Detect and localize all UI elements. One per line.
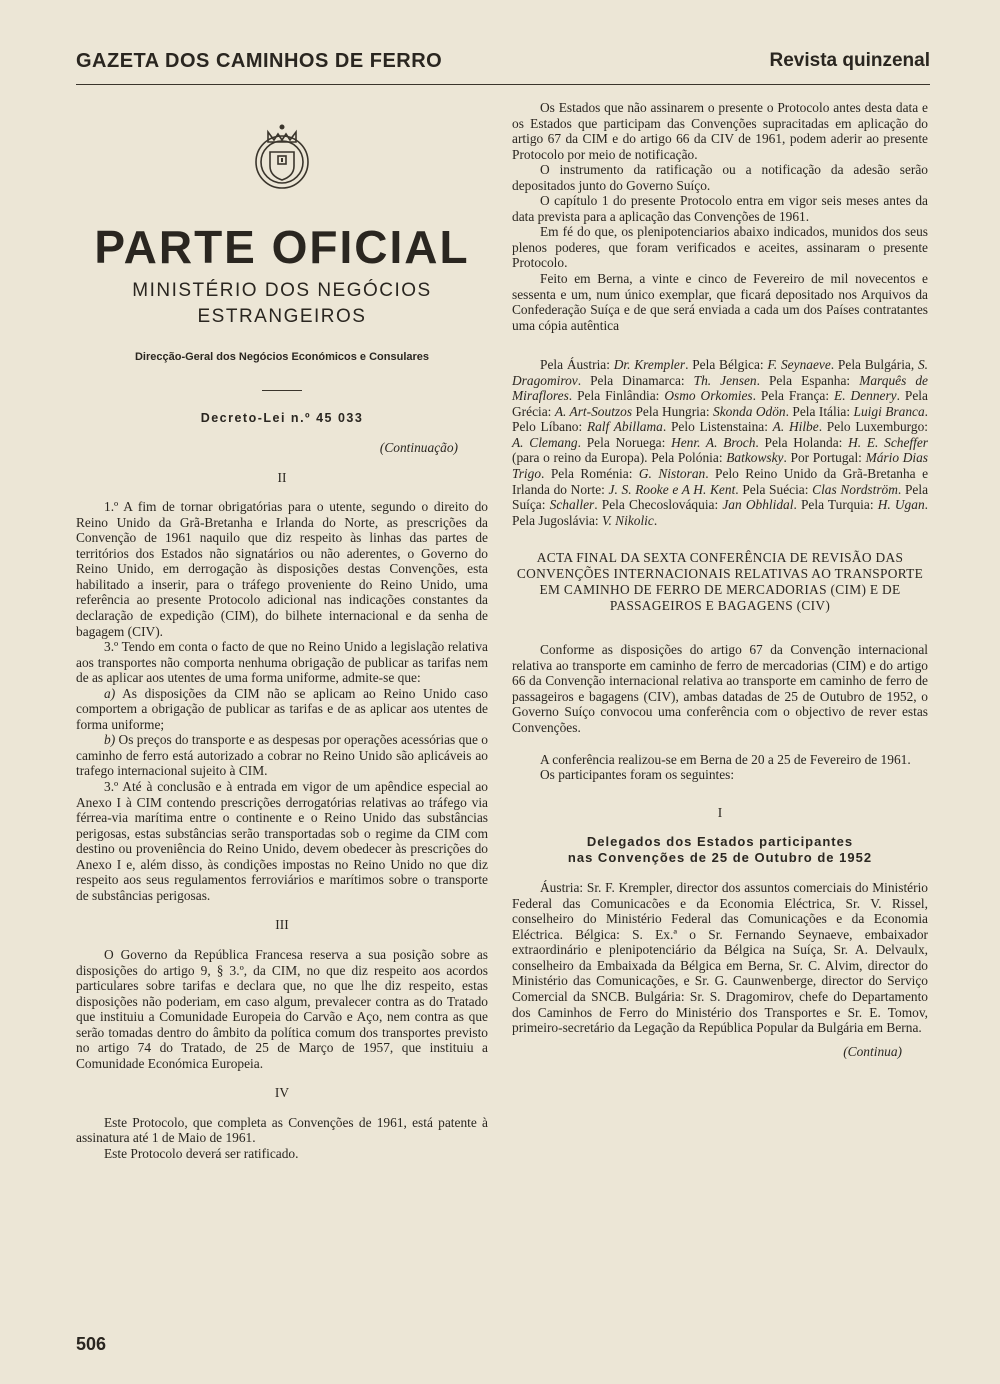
ministry-line-2: ESTRANGEIROS [197,306,367,327]
delegates-heading-line-1: Delegados dos Estados participantes [586,834,854,850]
signatory-suffix: . [897,481,905,497]
section-number: IV [274,1085,290,1101]
item-label: a) [104,685,116,701]
paragraph: Conforme as disposições do artigo 67 da Convenção internacional relativa ao transporte em caminho de ferro de mercadorias (CIM) e do artigo 66 da Convenção internacional relativa ao transporte em caminho de ferro de passageiros e bagagens (CIV), ambas datadas de 25 de Outubro de 1952, o Governo Suíço convocou uma conferência com o objectivo de rever estas Convenções. [512,642,928,735]
signatory-country: Pela Jugoslávia: [512,512,603,528]
paragraph: 3.º Tendo em conta o facto de que no Reino Unido a legislação relativa aos transportes não comporta nenhuma obrigação de publicar as tarifas nem de as aplicar aos utentes de uma forma uniforme, admite-se que: [76,639,488,686]
final-act-title: ACTA FINAL DA SEXTA CONFERÊNCIA DE REVISÃO DAS CONVENÇÕES INTERNACIONAIS RELATIVAS AO TRANSPORTE EM CAMINHO DE FERRO DE MERCADORIAS (CIM) E DE PASSAGEIROS E BAGAGENS (CIV) [516,550,924,614]
signatory-name: A. Hilbe [772,419,819,435]
right-column [512,100,928,1059]
signatory-suffix: . [577,434,587,450]
signatory-suffix: . [924,497,929,513]
signatory-country: Pelo Listenstaina: [670,419,773,435]
paragraph: Em fé do que, os plenipotenciarios abaixo indicados, munidos dos seus plenos poderes, que foram verificados e aceites, assinaram o presente Protocolo. [512,224,928,271]
paragraph: O Governo da República Francesa reserva a sua posição sobre as disposições do artigo 9, § 3.º, da CIM, no que diz respeito aos acordos particulares sobre tarifas e declara que, no que lhe diz respeito, estas disposições não poderiam, em caso algum, prevalecer contra as do Tratado que instituiu a Comunidade Europeia do Carvão e Aço, nem contra as que serão tomadas dentro do âmbito da política comum dos transportes previsto no artigo 74 do Tratado, de 25 de Março de 1957, que instituiu a Comunidade Económica Europeia. [76,946,488,1071]
signatory-name: J. S. Rooke e A H. Kent [608,481,736,497]
signatory-name: A. Clemang [512,434,578,450]
divider [262,390,302,391]
signatory-country: Pela Dinamarca: [590,372,694,388]
signatory-suffix: . [568,388,578,404]
section-number: I [717,804,723,820]
signatory-name: Skonda Odön [713,403,786,419]
signatory-suffix: . [541,466,551,482]
signatory-name: Schaller [549,497,595,513]
signatory-suffix: . [924,403,929,419]
section-heading: PARTE OFICIAL [94,221,470,273]
masthead [76,48,930,85]
continuation-note: (Continuação) [379,440,458,456]
paragraph: Áustria: Sr. F. Krempler, director dos assuntos comerciais do Ministério Federal das Comunicacões e da Economia Eléctrica, Sr. V. Rissel, conselheiro do Ministério Federal das Comunicações e da Economia Eléctrica. Bélgica: S. Ex.ª o Sr. Fernando Seynaeve, embaixador extraordinário e plenipotenciário da Bélgica na Suíça, Sr. A. Delvaulx, conselheiro da Embaixada da Bélgica em Berna, Sr. C. Alvim, director do Ministério das Comunicações, e Sr. G. Caunwenberge, director do Serviço Comercial da SNCB. Bulgária: Sr. S. Dragomirov, chefe do Departamento dos Caminhos de Ferro do Ministério dos Transportes e Sr. E. Tomov, primeiro-secretário da Legação da República Popular da Bulgária em Berna. [512,880,928,1036]
item-text: Os preços do transporte e as despesas por operações acessórias que o caminho de ferro está autorizado a cobrar no Reino Unido são aplicáveis ao trafego internacional sujeito à CIM. [76,732,488,779]
signatory-name: Henr. A. Broch [671,434,756,450]
signatory-suffix: . [653,512,658,528]
signatory-suffix: . [756,372,769,388]
signatory-name: V. Nikolic [602,512,654,528]
signatory-name: H. E. Scheffer [848,434,929,450]
signatory-country: Pela Hungria: [635,403,713,419]
signatory-suffix: . [755,434,765,450]
signatory-suffix: . [793,497,801,513]
signatory-suffix: . [783,450,791,466]
signatory-name: Jan Obhlidal [722,497,794,513]
journal-title: GAZETA DOS CAMINHOS DE FERRO [76,50,443,72]
paragraph: Os participantes foram os seguintes: [540,767,735,783]
ministry-line-1: MINISTÉRIO DOS NEGÓCIOS [132,280,432,301]
signatory-suffix: (para o reino da Europa). [512,450,652,466]
signatory-country: Pela Áustria: [540,357,614,373]
paragraph: Feito em Berna, a vinte e cinco de Fevereiro de mil novecentos e sessenta e um, num único exemplar, que ficará depositado nos Arquivos da Confederação Suíça e de que será enviada a cada um dos Países contratantes uma cópia autêntica [512,271,928,333]
signatory-name: S. Dragomirov [512,357,929,388]
paragraph: Este Protocolo deverá ser ratificado. [104,1145,299,1161]
page-number: 506 [76,1334,107,1354]
signatory-name: Osmo Orkomies [664,388,753,404]
ministry-name [76,278,488,330]
paragraph [76,732,488,779]
coat-of-arms-icon [76,100,488,218]
signatory-suffix: . [705,466,716,482]
paragraph: Este Protocolo, que completa as Convenções de 1961, está patente à assinatura até 1 de Maio de 1961. [76,1114,488,1146]
paragraph: Os Estados que não assinarem o presente o Protocolo antes desta data e os Estados que participam das Convenções supracitadas em aplicação do artigo 67 da CIM e do artigo 66 da CIV de 1961, podem aderir ao presente Protocolo por meio de notificação. [512,100,928,162]
signatory-name: Clas Nordström [812,481,898,497]
signatory-name: Batkowsky [726,450,784,466]
signatory-country: Pela Bélgica: [692,357,768,373]
signatory-name: E. Dennery [834,388,897,404]
signatory-suffix: . [735,481,743,497]
signatory-country: Pela Holanda: [764,434,849,450]
journal-subtitle: Revista quinzenal [769,50,930,71]
signatory-suffix: . [685,357,693,373]
paragraph: A conferência realizou-se em Berna de 20 a 25 de Fevereiro de 1961. [540,751,911,767]
delegates-heading [512,834,928,866]
signatory-suffix: . [594,497,602,513]
signatory-suffix: . [752,388,761,404]
signatory-country: Pela Espanha: [768,372,860,388]
delegates-heading-line-2: nas Convenções de 25 de Outubro de 1952 [567,850,873,866]
signatory-country: Pela Itália: [792,403,854,419]
decree-title: Decreto-Lei n.º 45 033 [200,410,364,425]
signatory-country: Pelo Reino Unido da Grã-Bretanha e Irlanda do Norte: [512,466,929,497]
signatory-country: Pela Suécia: [742,481,813,497]
signatory-country: Pela Grécia: [512,388,928,419]
signatory-country: Pela Roménia: [550,466,639,482]
signatory-name: G. Nistoran [638,466,706,482]
signatory-country: Pela Checoslováquia: [601,497,723,513]
section-number: II [277,469,287,485]
signatory-name: H. Ugan [877,497,925,513]
signatory-name: Marquês de Miraflores [512,372,928,404]
paragraph: O instrumento da ratificação ou a notificação da adesão serão depositados junto do Governo Suíço. [512,162,928,193]
signatory-name: Th. Jensen [693,372,757,388]
continued-note: (Continua) [843,1043,902,1059]
signatory-suffix: . [896,388,905,404]
signatory-suffix: . [830,357,838,373]
item-text: As disposições da CIM não se aplicam ao Reino Unido caso comportem a obrigação de publicar as tarifas e de as aplicar aos utentes de forma uniforme; [76,685,488,732]
signatory-suffix: . [785,403,793,419]
item-label: b) [104,732,116,748]
left-column [76,100,488,1162]
signatory-country: Por Portugal: [790,450,866,466]
signatory-country: Pela Turquia: [800,497,878,513]
signatory-country: Pelo Líbano: [512,419,587,435]
paragraph: 3.º Até à conclusão e à entrada em vigor de um apêndice especial ao Anexo I à CIM contendo prescrições derrogatórias relativas ao tráfego via férrea-via marítima entre o continente e o Reino Unido das substâncias perigosas, estas substâncias serão transportadas sob o regime da CIM com destino ou proveniência do Reino Unido, devem obedecer às prescrições do Anexo I e, além disso, às condições impostas no Reino Unido no que diz respeito aos seus regulamentos ferroviários e marítimos sobre o transporte de substâncias perigosas. [76,779,488,903]
signatory-country: Pela Polónia: [651,450,727,466]
signatory-country: Pela França: [760,388,835,404]
signatory-suffix: . [577,372,591,388]
paragraph [76,686,488,733]
signatory-country: Pelo Luxemburgo: [826,419,928,435]
signatory-country: Pela Finlândia: [577,388,665,404]
signatory-name: A. Art-Soutzos [554,403,633,419]
signatory-country: Pela Bulgária, [837,357,918,373]
signatory-name: Luigi Branca [853,403,925,419]
signatory-name: Mário Dias Trigo [512,450,929,482]
paragraph: 1.º A fim de tornar obrigatórias para o utente, segundo o direito do Reino Unido da Grã-Bretanha e Irlanda do Norte, as prescrições da Convenção de 1961 naquilo que diz respeito às linhas das partes de territórios dos Estados não signatários ou não aderentes, o Governo do Reino Unido, em derrogação às disposições destas Convenções, esta habilitado a inserir, para o tráfego proveniente do Reino Unido, uma referência ao presente Protocolo adicional nas indicações constantes da declaração de expedição (CIM), do bilhete internacional e da senha de bagagem (CIV). [76,499,488,639]
signatory-suffix: . [662,419,671,435]
directorate: Direcção-Geral dos Negócios Económicos e Consulares [134,351,430,363]
signatory-name: Dr. Krempler [613,357,686,373]
signatory-country: Pela Noruega: [586,434,672,450]
paragraph: O capítulo 1 do presente Protocolo entra em vigor seis meses antes da data prevista para a aplicação das Convenções de 1961. [512,193,928,224]
section-number: III [275,917,289,933]
signatory-name: F. Seynaeve [767,357,831,373]
signatories-paragraph [512,357,928,528]
signatory-country: Pela Suíça: [512,481,929,513]
signatory-suffix: . [818,419,827,435]
signatory-name: Ralf Abillama [586,419,663,435]
